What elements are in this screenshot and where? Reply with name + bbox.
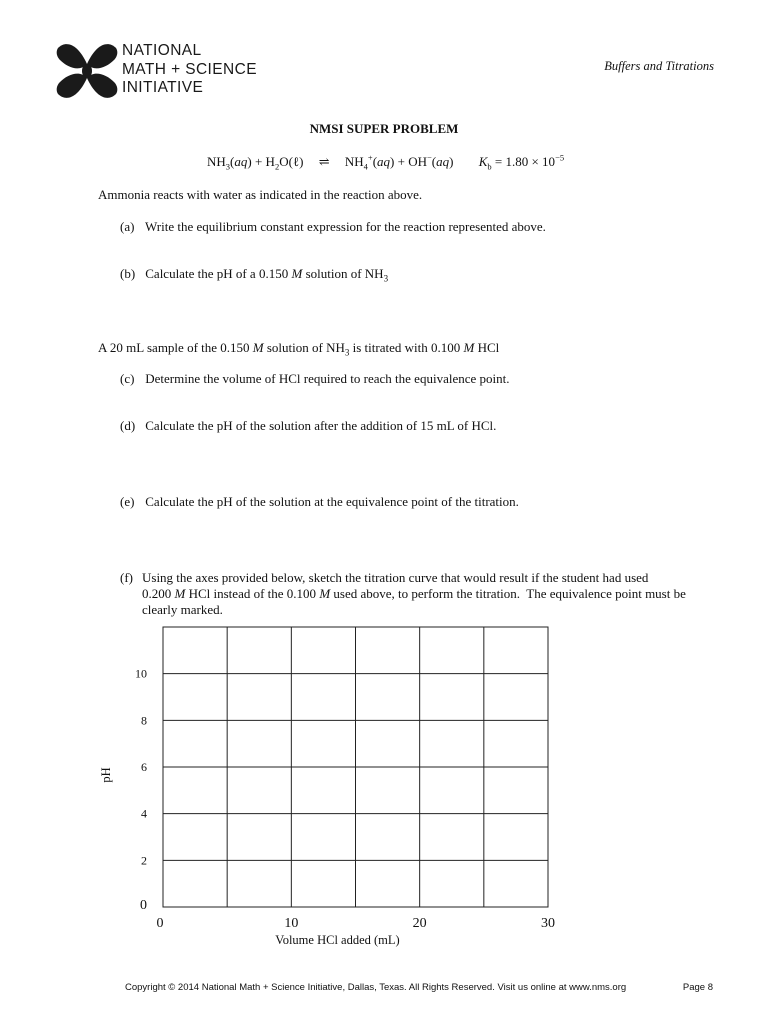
footer-copyright: Copyright © 2014 National Math + Science Initiative, Dallas, Texas. All Rights Reserved. Visit us online at www.nms.org bbox=[125, 982, 627, 993]
y-tick-label: 0 bbox=[140, 898, 147, 913]
part-f-label: (f) bbox=[120, 570, 133, 585]
reaction-equation bbox=[207, 153, 564, 172]
part-b-text: Calculate the pH of a 0.150 M solution of $NH_3$ bbox=[145, 266, 389, 284]
part-c-text: Determine the volume of HCl required to reach the equivalence point. bbox=[145, 371, 510, 386]
part-f-line-3: clearly marked. bbox=[142, 602, 223, 617]
equation-products: $NH_4^+(aq) + OH^-(aq)$ bbox=[344, 153, 454, 172]
y-tick-label: 2 bbox=[141, 853, 147, 868]
nmsi-logo-icon bbox=[56, 42, 118, 100]
y-tick-label: 8 bbox=[141, 713, 147, 728]
part-f bbox=[120, 570, 686, 618]
part-a-text: Write the equilibrium constant expression for the reaction represented above. bbox=[145, 219, 546, 234]
x-tick-label: 30 bbox=[541, 916, 555, 931]
part-a bbox=[120, 219, 546, 235]
part-e-text: Calculate the pH of the solution at the equivalence point of the titration. bbox=[145, 494, 519, 509]
intro-text: Ammonia reacts with water as indicated in the reaction above. bbox=[98, 187, 423, 202]
nmsi-logo bbox=[56, 42, 266, 100]
y-axis-label: pH bbox=[99, 767, 113, 783]
part-c bbox=[120, 371, 509, 387]
y-tick-label: 6 bbox=[141, 760, 147, 774]
equation-reactants: $NH_3(aq)$ + $H_2O(\ell)$ bbox=[207, 154, 304, 172]
x-tick-label: 10 bbox=[284, 916, 299, 931]
problem-title: NMSI SUPER PROBLEM bbox=[309, 121, 459, 136]
titration-chart bbox=[92, 620, 562, 955]
x-tick-label: 20 bbox=[412, 916, 427, 931]
logo-text bbox=[122, 42, 257, 98]
x-tick-label: 0 bbox=[156, 916, 164, 931]
part-a-label: (a) bbox=[120, 219, 135, 234]
part-c-label: (c) bbox=[120, 371, 135, 386]
logo-line-1: NATIONAL bbox=[122, 42, 202, 59]
part-d bbox=[120, 418, 496, 434]
part-e bbox=[120, 494, 519, 510]
logo-line-2: MATH + SCIENCE bbox=[122, 60, 257, 78]
part-d-label: (d) bbox=[120, 418, 136, 433]
part-f-line-2: 0.200 M HCl instead of the 0.100 M used above, to perform the titration. The equivalence point must be bbox=[142, 586, 686, 601]
titration-graph bbox=[92, 620, 562, 955]
part-f-line-1: Using the axes provided below, sketch the titration curve that would result if the student had used bbox=[142, 570, 649, 585]
section-title: Buffers and Titrations bbox=[604, 59, 714, 73]
part-d-text: Calculate the pH of the solution after the addition of 15 mL of HCl. bbox=[145, 418, 497, 433]
part-b-label: (b) bbox=[120, 266, 136, 281]
titration-intro: A 20 mL sample of the 0.150 M solution of $NH_3$ is titrated with 0.100 M HCl bbox=[98, 340, 500, 358]
part-e-label: (e) bbox=[120, 494, 135, 509]
part-b bbox=[120, 266, 388, 284]
equilibrium-arrow: ⇌ bbox=[318, 154, 330, 170]
y-tick-label: 10 bbox=[135, 666, 147, 681]
logo-line-3: INITIATIVE bbox=[122, 79, 204, 96]
y-tick-label: 4 bbox=[141, 806, 147, 821]
x-axis-label: Volume HCl added (mL) bbox=[275, 933, 400, 947]
kb-value: $K_b = 1.80 \times 10^{-5}$ bbox=[478, 153, 565, 172]
footer-page-number: Page 8 bbox=[682, 982, 713, 993]
